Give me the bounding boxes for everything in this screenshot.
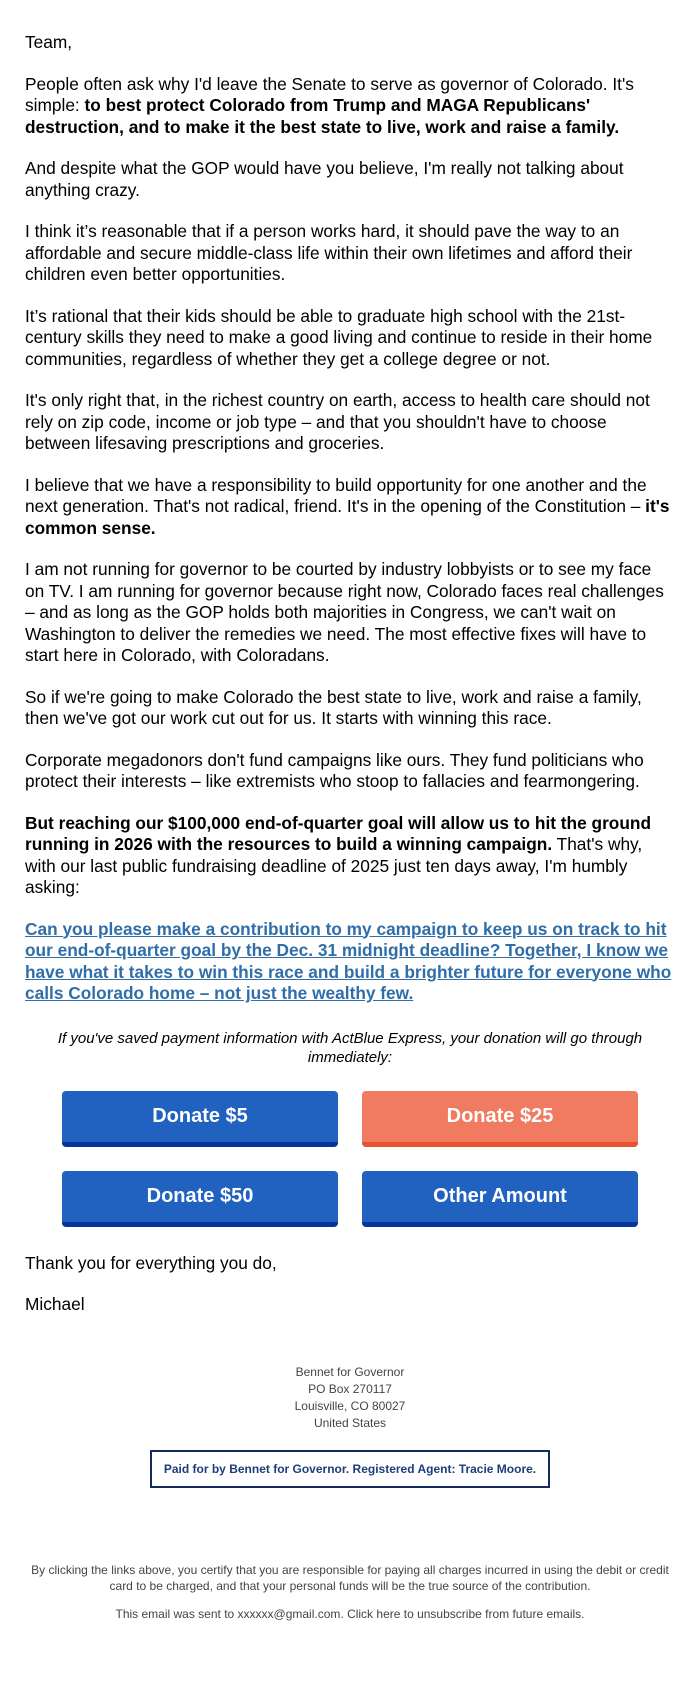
other-amount-button[interactable]: Other Amount (362, 1171, 638, 1227)
paid-for-disclaimer: Paid for by Bennet for Governor. Registered Agent: Tracie Moore. (150, 1450, 550, 1488)
sent-to-line: This email was sent to xxxxxx@gmail.com. Click here to unsubscribe from future emails. (115, 1606, 585, 1621)
greeting: Team, (25, 32, 73, 52)
paragraph: But reaching our $100,000 end-of-quarter goal will allow us to hit the ground running in 2026 with the resources to build a winning campaign. That's why, with our last public fundraising deadline of 2025 just ten days away, I'm humbly asking: (25, 812, 652, 897)
address-line: Louisville, CO 80027 (294, 1398, 406, 1413)
paragraph: I believe that we have a responsibility to build opportunity for one another and the next generation. That's not radical, friend. It's in the opening of the Constitution – it's common sense. (25, 474, 670, 538)
address-line: United States (313, 1415, 387, 1430)
paragraph: It's only right that, in the richest country on earth, access to health care should not rely on zip code, income or job type – and that you shouldn't have to choose between lifesaving prescriptions and groceries. (25, 390, 650, 453)
paragraph: Corporate megadonors don't fund campaigns like ours. They fund politicians who protect their interests – like extremists who stoop to fallacies and fearmongering. (25, 749, 644, 791)
contribution-link[interactable]: Can you please make a contribution to my campaign to keep us on track to hit our end-of-quarter goal by the Dec. 31 midnight deadline? Together, I know we have what it takes to win this race and build a brighter future for everyone who calls Colorado home – not just the wealthy few. (25, 918, 672, 1003)
paragraph: I think it’s reasonable that if a person works hard, it should pave the way to an affordable and secure middle-class life within their own lifetimes and afford their children even better opportunities. (25, 221, 633, 284)
paragraph: People often ask why I'd leave the Senate to serve as governor of Colorado. It's simple: to best protect Colorado from Trump and MAGA Republicans' destruction, and to make it the best state to live, work and raise a family. (25, 73, 634, 137)
mailing-address (0, 1364, 700, 1432)
actblue-express-note: If you've saved payment information with ActBlue Express, your donation will go through immediately: (57, 1029, 643, 1066)
paragraph: I am not running for governor to be courted by industry lobbyists or to see my face on TV. I am running for governor because right now, Colorado faces real challenges – and as long as the GOP holds both majorities in Congress, we can't wait on Washington to deliver the remedies we need. The most effective fixes will have to start here in Colorado, with Coloradans. (25, 559, 664, 665)
paragraph: So if we're going to make Colorado the best state to live, work and raise a family, then we've got our work cut out for us. It starts with winning this race. (25, 686, 642, 728)
paragraph: And despite what the GOP would have you believe, I'm really not talking about anything crazy. (25, 158, 624, 200)
donate-buttons (62, 1091, 675, 1227)
thanks-line: Thank you for everything you do, (25, 1252, 277, 1273)
unsubscribe-link[interactable]: Click here to unsubscribe from future emails. (347, 1606, 585, 1621)
card-certification-disclaimer: By clicking the links above, you certify that you are responsible for paying all charges incurred in using the debit or credit card to be charged, and that your personal funds will be the true source of the contribution. (31, 1562, 669, 1593)
address-line: Bennet for Governor (295, 1364, 405, 1379)
paragraph: It’s rational that their kids should be able to graduate high school with the 21st-century skills they need to make a good living and continue to reside in their home communities, regardless of whether they get a college degree or not. (25, 305, 653, 369)
address-line: PO Box 270117 (308, 1381, 392, 1396)
signature: Michael (25, 1294, 85, 1314)
donate-5-button[interactable]: Donate $5 (62, 1091, 338, 1147)
donate-50-button[interactable]: Donate $50 (62, 1171, 338, 1227)
donate-25-button[interactable]: Donate $25 (362, 1091, 638, 1147)
